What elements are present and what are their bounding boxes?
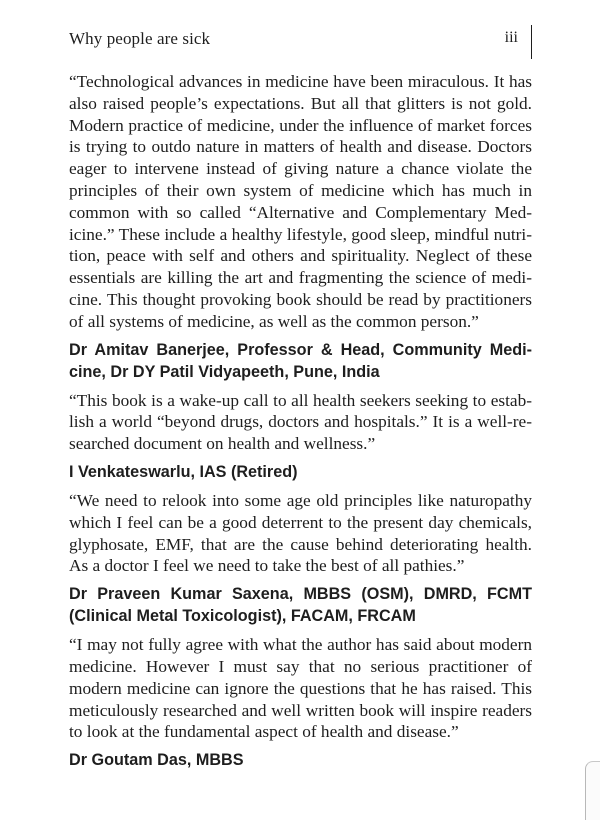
endorsement-attribution-3: Dr Praveen Kumar Saxena, MBBS (OSM), DMRD, FCMT (Clinical Metal Toxicologist), FACAM, FRCAM (69, 585, 532, 626)
running-title: Why people are sick (69, 29, 211, 48)
endorsement-attribution-4: Dr Goutam Das, MBBS (69, 751, 244, 770)
endorsement-quote-1: “Technological advances in medicine have been miraculous. It has also raised people’s expectations. But all that glitters is not gold. Modern practice of medicine, under the influence of market forces is trying to outdo nature in matters of health and disease. Doctors eager to intervene instead of giving nature a chance violate the principles of their own system of medicine which has much in common with so called “Alternative and Complementary Medicine.” These include a healthy lifestyle, good sleep, mindful nutrition, peace with self and others and spirituality. Neglect of these essentials are killing the art and fragmenting the science of medicine. This thought provoking book should be read by practitioners of all systems of medicine, as well as the common person.” (69, 72, 532, 331)
endorsement-attribution-1: Dr Amitav Banerjee, Professor & Head, Community Medicine, Dr DY Patil Vidyapeeth, Pune, India (69, 340, 532, 381)
endorsement-quote-2: “This book is a wake-up call to all health seekers seeking to establish a world “beyond drugs, doctors and hospitals.” It is a well-researched document on health and wellness.” (69, 390, 532, 454)
endorsement-quote-3: “We need to relook into some age old principles like naturopathy which I feel can be a good deterrent to the present day chemicals, glyphosate, EMF, that are the cause behind deteriorating health. As a doctor I feel we need to take the best of all pathies.” (69, 490, 532, 576)
endorsement-attribution-2: I Venkateswarlu, IAS (Retired) (69, 462, 298, 481)
page-number: iii (504, 29, 518, 46)
endorsement-quote-4: “I may not fully agree with what the author has said about modern medicine. However I must say that no serious practitioner of modern medicine can ignore the questions that he has raised. This meticulously researched and well written book will inspire readers to look at the fundamental aspect of health and disease.” (69, 635, 532, 742)
running-header (69, 28, 532, 58)
page-corner-tab (585, 761, 600, 820)
header-rule (531, 25, 533, 59)
endorsements-section (69, 71, 532, 778)
